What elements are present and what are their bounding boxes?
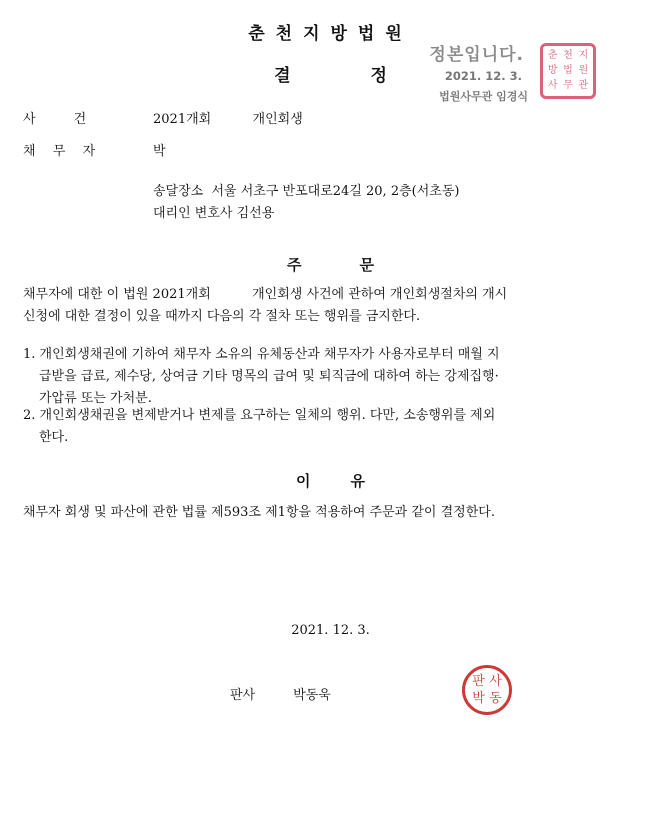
- list-item-line: 급받을 급료, 제수당, 상여금 기타 명목의 급여 및 퇴직금에 대하여 하는 강제집행·: [39, 369, 499, 384]
- debtor-label: 채 무 자: [23, 144, 99, 159]
- order-section-title: 주 문: [287, 256, 374, 274]
- order-paragraph: [23, 284, 633, 328]
- list-item-line: 2. 개인회생채권을 변제받거나 변제를 요구하는 일체의 행위. 다만, 소송행위를 제외: [23, 408, 496, 423]
- order-paragraph-line: 신청에 대한 결정이 있을 때까지 다음의 각 절차 또는 행위를 금지한다.: [23, 309, 421, 324]
- title-char-2: 정: [370, 66, 387, 86]
- list-item-line: 가압류 또는 가처분.: [39, 391, 152, 406]
- court-name: 춘천지방법원: [248, 24, 413, 44]
- certified-copy-date: 2021. 12. 3.: [444, 69, 522, 83]
- legal-agent: 대리인 변호사 김선용: [153, 206, 275, 221]
- case-label: 사 건: [23, 112, 87, 127]
- service-address: 송달장소 서울 서초구 반포대로24길 20, 2층(서초동): [153, 184, 460, 199]
- order-item-1: [23, 344, 633, 410]
- certified-copy-stamp-text: 정본입니다.: [429, 45, 524, 65]
- list-item-line: 한다.: [39, 430, 69, 445]
- list-item-line: 1. 개인회생채권에 기하여 채무자 소유의 유체동산과 채무자가 사용자로부터 매월 지: [23, 347, 500, 362]
- debtor-name: 박: [153, 144, 166, 159]
- reason-section-title: 이 유: [296, 472, 365, 490]
- order-paragraph-line: 채무자에 대한 이 법원 2021개회 개인회생 사건에 관하여 개인회생절차의 개시: [23, 287, 508, 302]
- judge-name: 박동욱: [293, 688, 331, 703]
- title-char-1: 결: [274, 66, 291, 86]
- order-item-2: [23, 405, 633, 449]
- certified-copy-office: 법원사무관 임경식: [439, 90, 528, 103]
- court-clerk-seal: 춘 천 지 방 법 원 사 무 관: [540, 43, 596, 99]
- judge-title: 판사: [230, 688, 256, 703]
- reason-text: 채무자 회생 및 파산에 관한 법률 제593조 제1항을 적용하여 주문과 같이 결정한다.: [23, 505, 495, 520]
- judge-seal: 판 사 박 동: [462, 665, 512, 715]
- decision-date: 2021. 12. 3.: [291, 623, 370, 638]
- case-number: 2021개회 개인회생: [153, 112, 303, 127]
- judge-signature-line: [230, 684, 331, 703]
